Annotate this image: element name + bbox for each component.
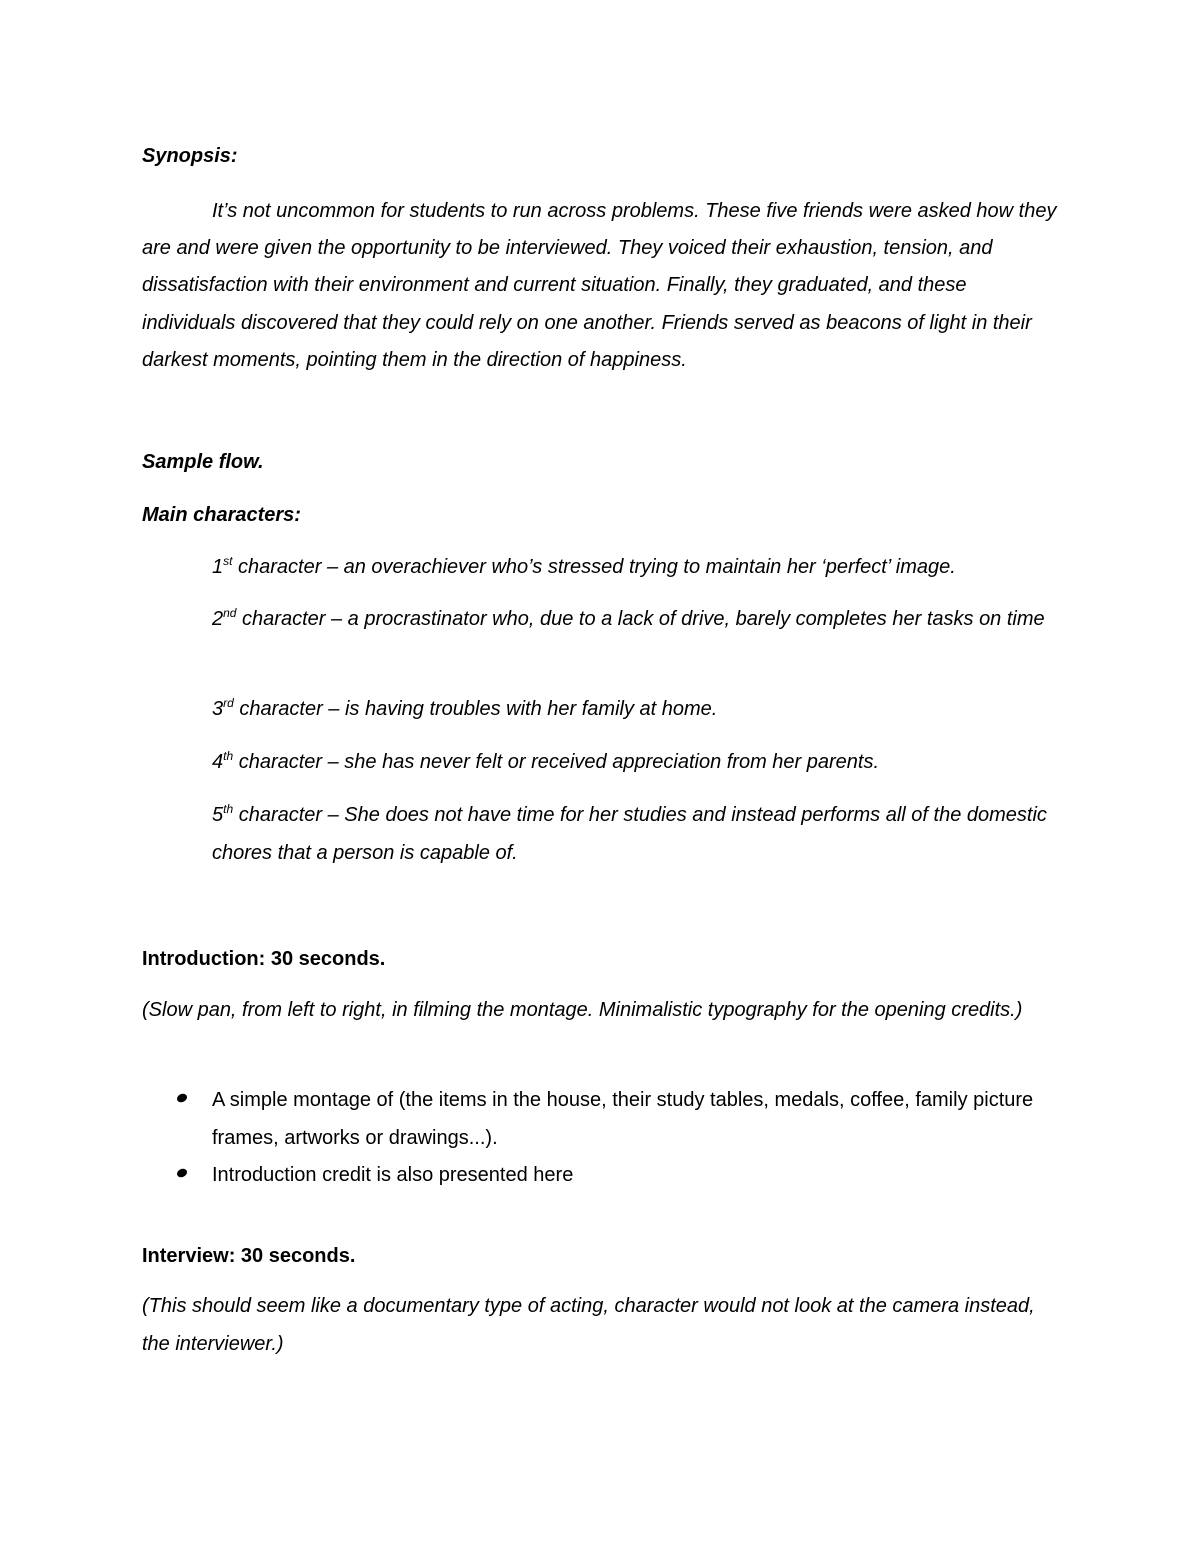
- main-characters-heading: Main characters:: [142, 504, 301, 526]
- ordinal-suffix: th: [223, 802, 234, 816]
- character-number: 3: [212, 698, 224, 720]
- list-item-text: Introduction credit is also presented here: [212, 1164, 574, 1186]
- sample-flow-heading: Sample flow.: [142, 451, 264, 473]
- character-line-2: [212, 601, 1052, 639]
- synopsis-heading: Synopsis:: [142, 145, 238, 167]
- character-line-4: [212, 744, 1052, 782]
- character-description: character – an overachiever who’s stressed trying to maintain her ‘perfect’ image.: [232, 556, 956, 578]
- synopsis-paragraph: It’s not uncommon for students to run across problems. These five friends were asked how they are and were given the opportunity to be interviewed. They voiced their exhaustion, tension, and dissatisfaction with their environment and current situation. Finally, they graduated, and these individuals discovered that they could rely on one another. Friends served as beacons of light in their darkest moments, pointing them in the direction of happiness.: [142, 200, 1057, 371]
- list-item-text: A simple montage of (the items in the house, their study tables, medals, coffee, family picture frames, artworks or drawings...).: [212, 1089, 1034, 1149]
- interview-note: (This should seem like a documentary type of acting, character would not look at the camera instead, the interviewer.): [142, 1295, 1035, 1355]
- introduction-note: (Slow pan, from left to right, in filming the montage. Minimalistic typography for the opening credits.): [142, 999, 1023, 1021]
- bullet-icon: [176, 1167, 189, 1179]
- character-line-5: [212, 797, 1052, 872]
- ordinal-suffix: nd: [223, 606, 237, 620]
- ordinal-suffix: st: [223, 554, 233, 568]
- bullet-icon: [176, 1092, 189, 1104]
- character-number: 1: [212, 556, 224, 578]
- character-number: 2: [212, 608, 224, 630]
- character-number: 4: [212, 751, 224, 773]
- ordinal-suffix: rd: [223, 696, 234, 710]
- list-item: [142, 1157, 1052, 1195]
- character-description: character – she has never felt or received appreciation from her parents.: [233, 751, 880, 773]
- character-description: character – a procrastinator who, due to a lack of drive, barely completes her tasks on time: [236, 608, 1045, 630]
- ordinal-suffix: th: [223, 749, 234, 763]
- introduction-heading: Introduction: 30 seconds.: [142, 948, 386, 970]
- character-description: character – She does not have time for her studies and instead performs all of the domestic chores that a person is capable of.: [212, 804, 1047, 864]
- character-number: 5: [212, 804, 224, 826]
- character-line-1: [212, 549, 1052, 587]
- character-description: character – is having troubles with her family at home.: [233, 698, 718, 720]
- character-line-3: [212, 691, 1052, 729]
- interview-heading: Interview: 30 seconds.: [142, 1245, 356, 1267]
- list-item: [142, 1082, 1052, 1157]
